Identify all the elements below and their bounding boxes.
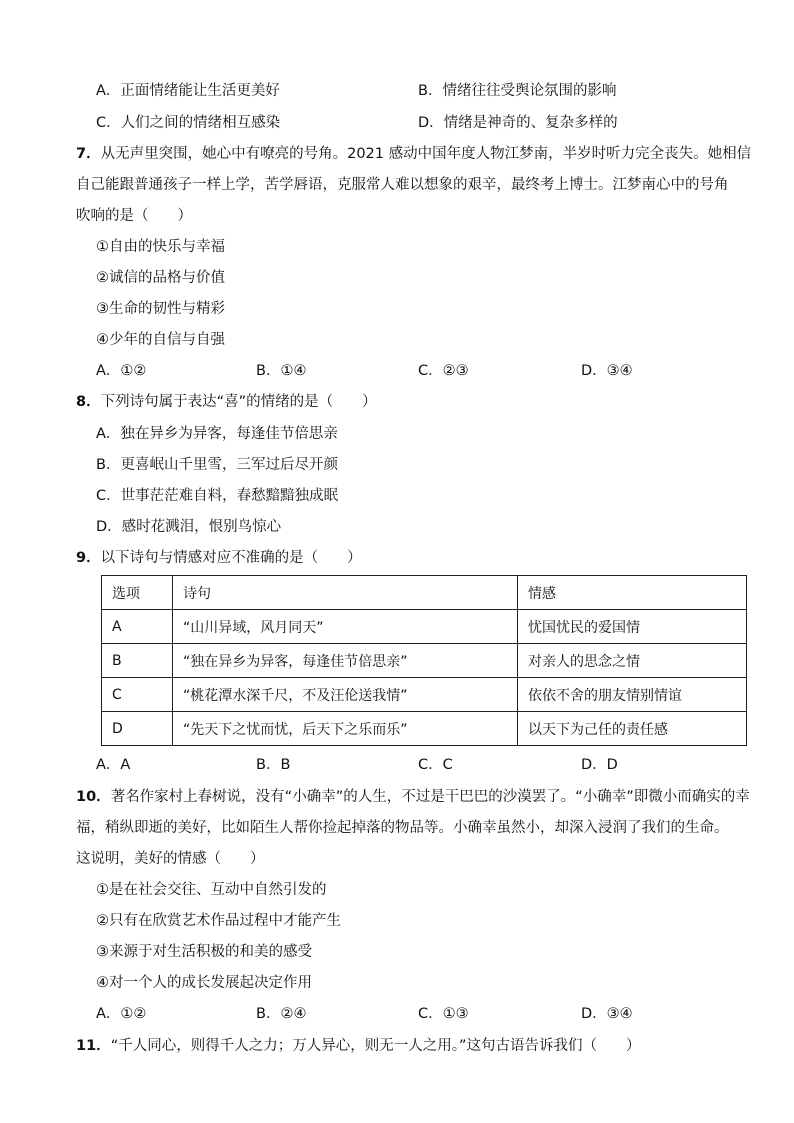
question-9-line [76,548,362,568]
table-header-row [102,576,747,610]
question-7-option-d: D．③④ [581,363,633,379]
question-10-line-2: 福，稍纵即逝的美好，比如陌生人帮你捡起掉落的物品等。小确幸虽然小，却深入浸润了我们的生命。 [76,820,729,836]
question-7-line-3: 吹响的是（ ） [76,208,192,224]
question-7-item-3: ③生命的韧性与精彩 [96,301,225,317]
question-7-number: 7． [76,146,101,162]
question-9-options [96,755,716,775]
question-10-option-a: A．①② [96,1006,147,1022]
table-cell-option: D [102,712,173,746]
table-header-option: 选项 [102,576,173,610]
table-cell-option: A [102,610,173,644]
question-9-option-b: B．B [256,757,291,773]
table-row [102,712,747,746]
question-9-option-c: C．C [418,757,453,773]
question-7-option-a: A．①② [96,363,147,379]
question-8-line [76,392,377,412]
question-11-text: “千人同心，则得千人之力；万人异心，则无一人之用。”这句古语告诉我们（ ） [110,1038,641,1054]
question-10-option-c: C．①③ [418,1006,469,1022]
table-cell-poem: “独在异乡为异客，每逢佳节倍思亲” [173,644,518,678]
question-9-option-a: A．A [96,757,131,773]
question-9-text: 以下诗句与情感对应不准确的是（ ） [100,550,362,566]
question-9-option-d: D．D [581,757,618,773]
question-10-item-2: ②只有在欣赏艺术作品过程中才能产生 [96,913,341,929]
table-row [102,644,747,678]
table-row [102,678,747,712]
table-cell-emotion: 依依不舍的朋友情别情谊 [518,678,747,712]
question-7-options [96,361,716,381]
table-cell-poem: “桃花潭水深千尺，不及汪伦送我情” [173,678,518,712]
question-8-option-c: C．世事茫茫难自料，春愁黯黯独成眠 [96,488,339,504]
question-7-line-2: 自己能跟普通孩子一样上学，苦学唇语，克服常人难以想象的艰辛，最终考上博士。江梦南心中的号角 [76,177,729,193]
table-cell-emotion: 忧国忧民的爱国情 [518,610,747,644]
question-10-text-1: 著名作家村上春树说，没有“小确幸”的人生，不过是干巴巴的沙漠罢了。“小确幸”即微小而确实的幸 [110,789,750,805]
question-10-item-1: ①是在社会交往、互动中自然引发的 [96,882,327,898]
question-7-item-4: ④少年的自信与自强 [96,332,225,348]
question-7-text-1: 从无声里突围，她心中有嘹亮的号角。2021 感动中国年度人物江梦南，半岁时听力完全丧失。她相信 [100,146,752,162]
table-cell-option: C [102,678,173,712]
table-row [102,610,747,644]
table-header-emotion: 情感 [518,576,747,610]
question-7-option-b: B．①④ [256,363,307,379]
q6-option-a: A．正面情绪能让生活更美好 [96,83,280,99]
question-8-option-b: B．更喜岷山千里雪，三军过后尽开颜 [96,457,338,473]
table-header-poem: 诗句 [173,576,518,610]
question-10-line-3: 这说明，美好的情感（ ） [76,851,265,867]
table-cell-emotion: 以天下为己任的责任感 [518,712,747,746]
q6-option-b: B．情绪往往受舆论氛围的影响 [418,83,617,99]
question-10-options [96,1004,716,1024]
q6-option-d: D．情绪是神奇的、复杂多样的 [418,115,618,131]
question-8-option-d: D．感时花溅泪，恨别鸟惊心 [96,519,282,535]
q6-option-c: C．人们之间的情绪相互感染 [96,115,281,131]
question-7-item-2: ②诚信的品格与价值 [96,270,225,286]
question-11-line [76,1036,640,1056]
question-8-text: 下列诗句属于表达“喜”的情绪的是（ ） [100,394,377,410]
question-10-option-b: B．②④ [256,1006,307,1022]
question-9-number: 9． [76,550,101,566]
question-11-number: 11． [76,1038,111,1054]
table-cell-option: B [102,644,173,678]
table-cell-emotion: 对亲人的思念之情 [518,644,747,678]
poem-emotion-table [101,575,747,746]
table-cell-poem: “山川异域，风月同天” [173,610,518,644]
question-10-item-3: ③来源于对生活积极的和美的感受 [96,944,312,960]
question-10-item-4: ④对一个人的成长发展起决定作用 [96,975,312,991]
question-10-option-d: D．③④ [581,1006,633,1022]
question-7-item-1: ①自由的快乐与幸福 [96,239,225,255]
table-cell-poem: “先天下之忧而忧，后天下之乐而乐” [173,712,518,746]
question-10-number: 10． [76,789,111,805]
question-7-option-c: C．②③ [418,363,469,379]
question-10-line-1 [76,787,750,807]
question-7-line-1 [76,144,751,164]
question-8-option-a: A．独在异乡为异客，每逢佳节倍思亲 [96,426,338,442]
question-8-number: 8． [76,394,101,410]
